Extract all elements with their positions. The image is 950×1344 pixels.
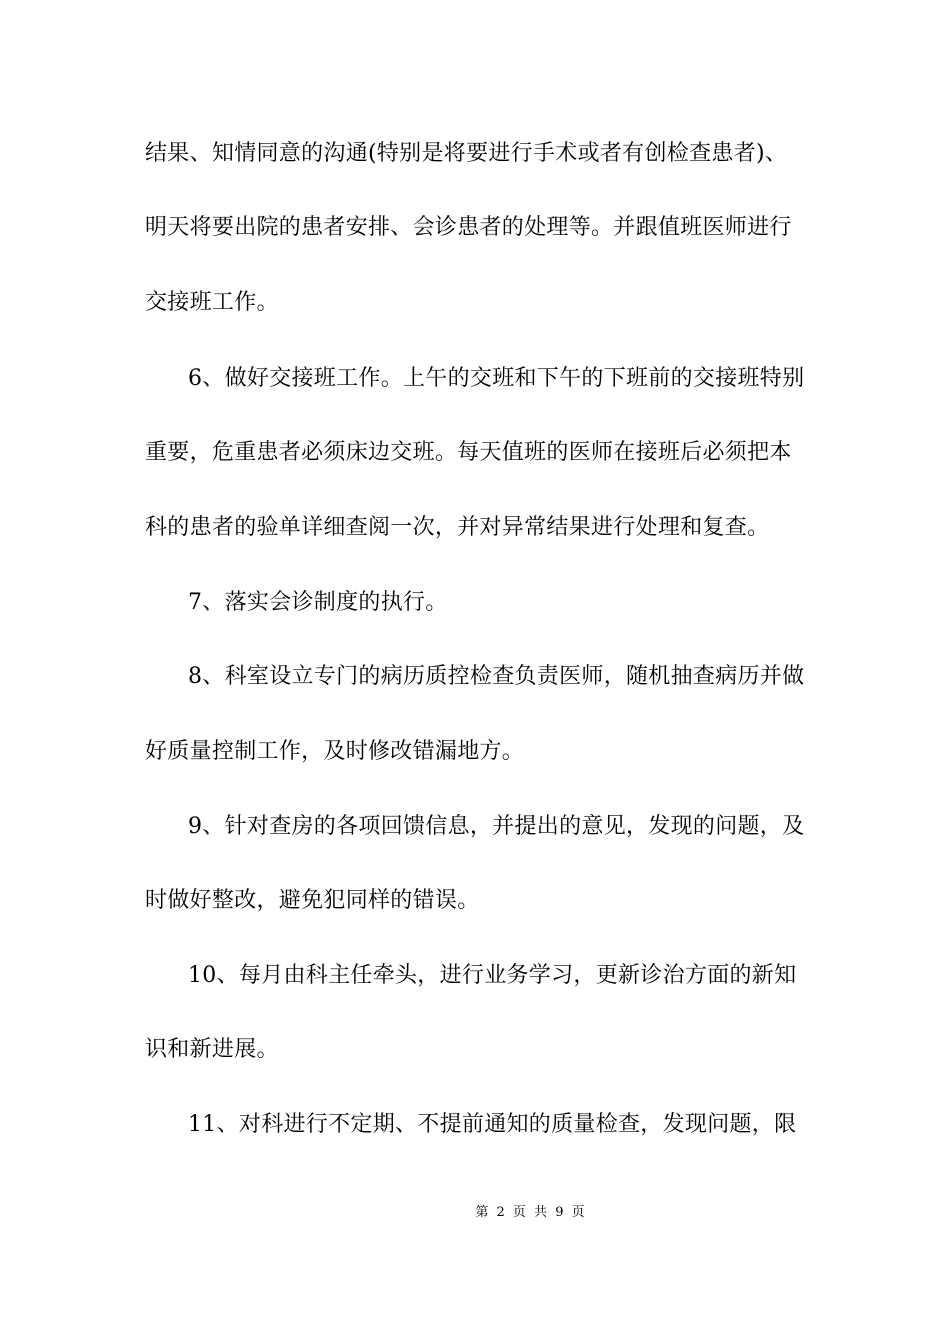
paragraph-line: 10、每月由科主任牵头，进行业务学习，更新诊治方面的新知 (188, 963, 797, 988)
paragraph-line: 11、对科进行不定期、不提前通知的质量检查，发现问题，限 (188, 1112, 797, 1137)
paragraph-line: 好质量控制工作，及时修改错漏地方。 (145, 739, 525, 764)
paragraph-line: 8、科室设立专门的病历质控检查负责医师，随机抽查病历并做 (188, 664, 805, 689)
paragraph-line: 识和新进展。 (145, 1037, 279, 1062)
paragraph-line: 重要，危重患者必须床边交班。每天值班的医师在接班后必须把本 (145, 440, 792, 465)
paragraph-line: 明天将要出院的患者安排、会诊患者的处理等。并跟值班医师进行 (145, 215, 792, 240)
paragraph-line: 6、做好交接班工作。上午的交班和下午的下班前的交接班特别 (188, 366, 805, 391)
paragraph-line: 时做好整改，避免犯同样的错误。 (145, 888, 480, 913)
paragraph-line: 科的患者的验单详细查阅一次，并对异常结果进行处理和复查。 (145, 515, 770, 540)
paragraph-line: 交接班工作。 (145, 290, 279, 315)
paragraph-line: 7、落实会诊制度的执行。 (188, 590, 448, 615)
paragraph-line: 9、针对查房的各项回馈信息，并提出的意见，发现的问题，及 (188, 814, 805, 839)
paragraph-line: 结果、知情同意的沟通(特别是将要进行手术或者有创检查患者)、 (145, 141, 788, 166)
page-number-footer: 第 2 页 共 9 页 (475, 1205, 585, 1220)
